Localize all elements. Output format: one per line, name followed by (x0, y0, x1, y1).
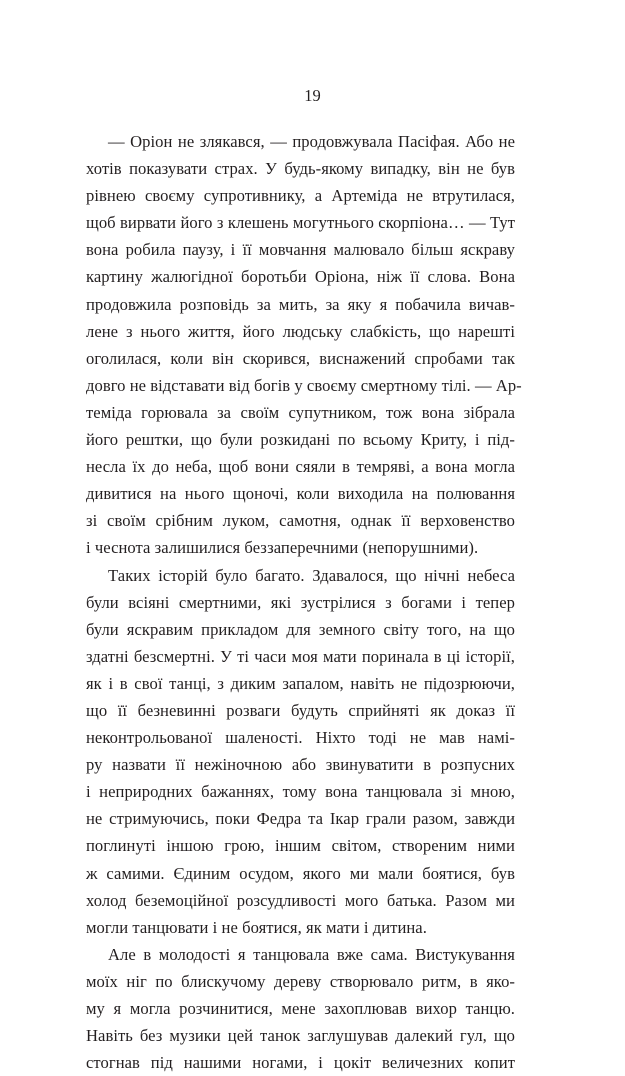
text-line: стогнав під нашими ногами, і цокіт величезних копит (86, 1053, 515, 1073)
text-line: його рештки, що були розкидані по всьому Криту, і під- (86, 430, 515, 450)
page-number: 19 (304, 86, 321, 105)
text-line: — Оріон не злякався, — продовжувала Пасіфая. Або не (108, 132, 515, 151)
text-line: теміда горювала за своїм супутником, тож вона зібрала (86, 402, 515, 422)
text-line: Але в молодості я танцювала вже сама. Вистукування (108, 944, 515, 964)
text-line: картину жалюгідної боротьби Оріона, ніж її слова. Вона (86, 267, 515, 287)
text-line: ж самими. Єдиним осудом, якого ми мали боятися, був (86, 863, 515, 883)
text-line: як і в свої танці, з диким запалом, навіть не підозрюючи, (86, 673, 515, 693)
text-line: несла їх до неба, щоб вони сяяли в темряві, а вона могла (86, 457, 515, 477)
body-text (86, 128, 522, 1076)
text-line: були всіяні смертними, які зустрілися з богами і тепер (86, 592, 515, 612)
text-line: лене з нього життя, його людську слабкість, що нарешті (86, 321, 515, 341)
text-line: му я могла розчинитися, мене захоплював вихор танцю. (86, 999, 515, 1018)
text-line: були яскравим прикладом для земного світу того, на що (86, 619, 515, 639)
text-line: вона робила паузу, і її мовчання малювало більш яскраву (86, 240, 515, 260)
text-line: оголилася, коли він скорився, виснажений спробами так (86, 348, 515, 368)
text-line: холод беземоційної розсудливості мого батька. Разом ми (86, 890, 515, 910)
text-line: ру назвати її нежіночною або звинуватити в розпусних (86, 755, 515, 775)
text-line: хотів показувати страх. У будь-якому випадку, він не був (86, 159, 515, 179)
text-line: неконтрольованої шаленості. Ніхто тоді не мав намі- (86, 728, 515, 748)
text-line: поглинуті іншою грою, іншим світом, створеним ними (86, 836, 515, 856)
text-line: дивитися на нього щоночі, коли виходила на полювання (86, 484, 515, 504)
text-line: не стримуючись, поки Федра та Ікар грали разом, завжди (86, 809, 515, 829)
text-line: Таких історій було багато. Здавалося, що нічні небеса (108, 565, 515, 585)
text-line: щоб вирвати його з клешень могутнього скорпіона… — Тут (86, 213, 515, 233)
text-line: Навіть без музики цей танок заглушував далекий гул, що (86, 1026, 515, 1046)
text-line: зі своїм срібним луком, самотня, однак її верховенство (86, 511, 515, 531)
text-line: могли танцювати і не боятися, як мати і дитина. (86, 917, 427, 937)
text-line: довго не відставати від богів у своєму смертному тілі. — Ар- (86, 375, 522, 395)
text-line: продовжила розповідь за мить, за яку я побачила вичав- (86, 294, 515, 314)
text-line: рівнею своєму супротивнику, а Артеміда не втрутилася, (86, 186, 515, 206)
text-line: здатні безсмертні. У ті часи моя мати поринала в ці історії, (86, 646, 515, 666)
text-line: і чеснота залишилися беззаперечними (непорушними). (86, 538, 479, 558)
text-line: і неприродних бажаннях, тому вона танцювала зі мною, (86, 782, 515, 802)
text-line: що її безневинні розваги будуть сприйняті як доказ її (86, 700, 515, 720)
text-line: моїх ніг по блискучому дереву створювало ритм, в яко- (86, 971, 515, 991)
